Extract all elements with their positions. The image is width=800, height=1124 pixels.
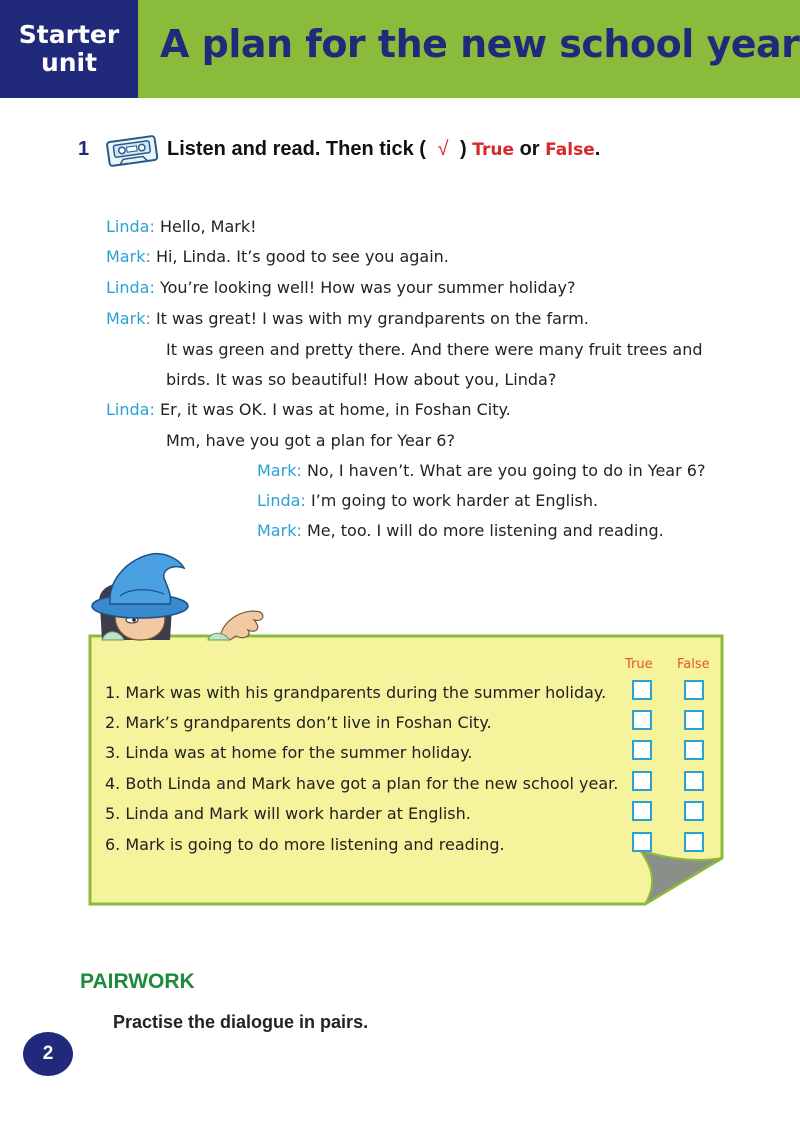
false-word: False (545, 140, 595, 160)
false-checkbox[interactable] (684, 771, 704, 791)
wizard-boy-illustration (80, 548, 280, 648)
quiz-statement: 5. Linda and Mark will work harder at English. (105, 804, 471, 823)
speaker-name: Linda: (106, 278, 155, 297)
false-checkbox[interactable] (684, 801, 704, 821)
quiz-statement: 4. Both Linda and Mark have got a plan for the new school year. (105, 774, 619, 793)
dialogue-text: It was green and pretty there. And there were many fruit trees and (166, 340, 703, 359)
page-title: A plan for the new school year (160, 22, 800, 66)
true-checkbox[interactable] (632, 710, 652, 730)
exercise-number: 1 (78, 138, 90, 160)
false-checkbox[interactable] (684, 680, 704, 700)
dialogue-text: It was great! I was with my grandparents on the farm. (155, 309, 589, 328)
dialogue-text: Hi, Linda. It’s good to see you again. (155, 247, 449, 266)
false-column-header: False (677, 657, 710, 672)
instruction-period: . (594, 138, 601, 160)
quiz-statement: 1. Mark was with his grandparents during the summer holiday. (105, 683, 607, 702)
tick-mark-icon: √ (437, 138, 449, 160)
true-word: True (472, 140, 515, 160)
instruction-paren: ) (460, 138, 467, 160)
dialogue-text: Hello, Mark! (159, 217, 257, 236)
speaker-name: Mark: (257, 521, 302, 540)
dialogue-text: birds. It was so beautiful! How about you, Linda? (166, 370, 557, 389)
dialogue-text: No, I haven’t. What are you going to do in Year 6? (306, 461, 706, 480)
instruction-text: Listen and read. Then tick ( (167, 138, 426, 160)
true-column-header: True (625, 657, 653, 672)
page-number: 2 (23, 1032, 73, 1076)
speaker-name: Linda: (106, 400, 155, 419)
dialogue-text: Mm, have you got a plan for Year 6? (166, 431, 455, 450)
speaker-name: Linda: (257, 491, 306, 510)
speaker-name: Mark: (106, 247, 151, 266)
false-checkbox[interactable] (684, 740, 704, 760)
false-checkbox[interactable] (684, 710, 704, 730)
or-word: or (519, 138, 540, 160)
true-checkbox[interactable] (632, 771, 652, 791)
false-checkbox[interactable] (684, 832, 704, 852)
dialogue-text: I’m going to work harder at English. (310, 491, 599, 510)
unit-label-line2: unit (40, 48, 98, 77)
quiz-statement: 2. Mark’s grandparents don’t live in Foshan City. (105, 713, 492, 732)
unit-label-line1: Starter (18, 20, 120, 49)
true-checkbox[interactable] (632, 740, 652, 760)
pairwork-heading: PAIRWORK (80, 970, 195, 993)
dialogue-text: You’re looking well! How was your summer holiday? (159, 278, 576, 297)
true-checkbox[interactable] (632, 832, 652, 852)
speaker-name: Mark: (106, 309, 151, 328)
true-checkbox[interactable] (632, 801, 652, 821)
quiz-statement: 3. Linda was at home for the summer holiday. (105, 743, 473, 762)
speaker-name: Mark: (257, 461, 302, 480)
pairwork-instruction: Practise the dialogue in pairs. (113, 1012, 369, 1032)
quiz-statement: 6. Mark is going to do more listening and reading. (105, 835, 505, 854)
speaker-name: Linda: (106, 217, 155, 236)
dialogue-text: Er, it was OK. I was at home, in Foshan City. (159, 400, 511, 419)
dialogue-text: Me, too. I will do more listening and reading. (306, 521, 664, 540)
true-checkbox[interactable] (632, 680, 652, 700)
